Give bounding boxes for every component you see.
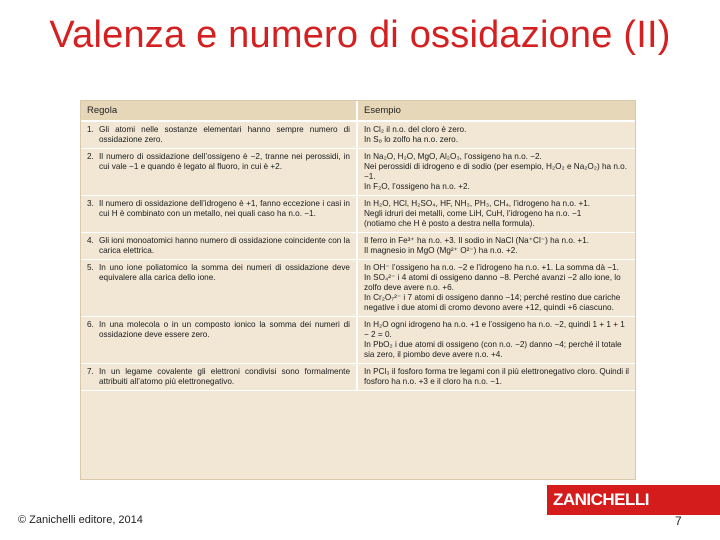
rule-number: 7. bbox=[87, 367, 94, 376]
example-cell bbox=[357, 233, 635, 260]
rule-cell bbox=[81, 364, 357, 391]
rule-number: 1. bbox=[87, 125, 94, 134]
example-cell bbox=[357, 149, 635, 196]
example-line: In Cr₂O₇²⁻ i 7 atomi di ossigeno danno −14; perché restino due cariche negative i due atomi di cromo devono avere +12, quindi +6 ciascuno. bbox=[364, 293, 621, 312]
example-line: Nei perossidi di idrogeno e di sodio (per esempio, H₂O₂ e Na₂O₂) ha n.o. −1. bbox=[364, 162, 628, 181]
copyright-text: © Zanichelli editore, 2014 bbox=[18, 514, 143, 526]
rule-text: Gli atomi nelle sostanze elementari hanno sempre numero di ossidazione zero. bbox=[99, 125, 350, 144]
rule-content bbox=[87, 367, 350, 387]
slide-title: Valenza e numero di ossidazione (II) bbox=[49, 14, 671, 56]
rule-number: 3. bbox=[87, 199, 94, 208]
header-regola: Regola bbox=[81, 101, 357, 121]
rule-cell bbox=[81, 233, 357, 260]
table-row bbox=[81, 364, 635, 391]
table-row bbox=[81, 196, 635, 233]
logo-bar bbox=[655, 485, 720, 515]
example-line: In S₈ lo zolfo ha n.o. zero. bbox=[364, 135, 458, 144]
rule-text: In un legame covalente gli elettroni condivisi sono formalmente attribuiti all’atomo più elettronegativo. bbox=[99, 367, 350, 386]
rule-number: 2. bbox=[87, 152, 94, 161]
example-line: In SO₄²⁻ i 4 atomi di ossigeno danno −8. Perché avanzi −2 allo ione, lo zolfo deve avere n.o. +6. bbox=[364, 273, 621, 292]
example-line: Negli idruri dei metalli, come LiH, CuH, l’idrogeno ha n.o. −1 bbox=[364, 209, 582, 218]
example-cell bbox=[357, 196, 635, 233]
example-cell bbox=[357, 121, 635, 149]
table-row bbox=[81, 149, 635, 196]
rule-number: 6. bbox=[87, 320, 94, 329]
table-row bbox=[81, 260, 635, 317]
example-cell bbox=[357, 364, 635, 391]
example-line: In PCl₃ il fosforo forma tre legami con il più elettronegativo cloro. Quindi il fosforo ha n.o. +3 e il cloro ha n.o. −1. bbox=[364, 367, 629, 386]
oxidation-rules-table bbox=[80, 100, 636, 480]
page-number: 7 bbox=[675, 514, 682, 528]
table-row bbox=[81, 317, 635, 364]
table-header-row bbox=[81, 101, 635, 121]
rule-content bbox=[87, 320, 350, 340]
rule-text: Il numero di ossidazione dell’idrogeno è +1, fanno eccezione i casi in cui H è combinato con un metallo, nei quali caso ha n.o. −1. bbox=[99, 199, 350, 218]
rule-content bbox=[87, 199, 350, 219]
example-line: In Na₂O, H₂O, MgO, Al₂O₃, l’ossigeno ha n.o. −2. bbox=[364, 152, 542, 161]
example-line: In Cl₂ il n.o. del cloro è zero. bbox=[364, 125, 467, 134]
rule-number: 4. bbox=[87, 236, 94, 245]
example-line: In H₂O ogni idrogeno ha n.o. +1 e l’ossigeno ha n.o. −2, quindi 1 + 1 + 1 − 2 = 0. bbox=[364, 320, 625, 339]
rule-cell bbox=[81, 121, 357, 149]
rule-text: Gli ioni monoatomici hanno numero di ossidazione coincidente con la carica elettrica. bbox=[99, 236, 350, 255]
rule-content bbox=[87, 263, 350, 283]
rule-cell bbox=[81, 317, 357, 364]
rule-text: In una molecola o in un composto ionico la somma dei numeri di ossidazione deve essere zero. bbox=[99, 320, 350, 339]
rule-text: In uno ione poliatomico la somma dei numeri di ossidazione deve equivalere alla carica dello ione. bbox=[99, 263, 350, 282]
rule-content bbox=[87, 236, 350, 256]
zanichelli-logo: ZANICHELLI bbox=[547, 485, 655, 515]
example-line: In H₂O, HCl, H₂SO₄, HF, NH₃, PH₃, CH₄, l’idrogeno ha n.o. +1. bbox=[364, 199, 591, 208]
rule-cell bbox=[81, 196, 357, 233]
rule-text: Il numero di ossidazione dell’ossigeno è −2, tranne nei perossidi, in cui vale −1 e quando è legato al fluoro, in cui è +2. bbox=[99, 152, 350, 171]
rule-cell bbox=[81, 260, 357, 317]
rule-number: 5. bbox=[87, 263, 94, 272]
rule-cell bbox=[81, 149, 357, 196]
header-esempio: Esempio bbox=[357, 101, 635, 121]
example-line: Il ferro in Fe³⁺ ha n.o. +3. Il sodio in NaCl (Na⁺Cl⁻) ha n.o. +1. bbox=[364, 236, 590, 245]
table-row bbox=[81, 233, 635, 260]
example-cell bbox=[357, 317, 635, 364]
rule-content bbox=[87, 152, 350, 172]
example-line: In PbO₂ i due atomi di ossigeno (con n.o. −2) danno −4; perché il totale sia zero, il piombo deve avere n.o. +4. bbox=[364, 340, 622, 359]
example-line: (notiamo che H è posto a destra nella formula). bbox=[364, 219, 535, 228]
table-row bbox=[81, 121, 635, 149]
example-line: In F₂O, l’ossigeno ha n.o. +2. bbox=[364, 182, 470, 191]
example-cell bbox=[357, 260, 635, 317]
example-line: Il magnesio in MgO (Mg²⁺ O²⁻) ha n.o. +2. bbox=[364, 246, 518, 255]
example-line: In OH⁻ l’ossigeno ha n.o. −2 e l’idrogeno ha n.o. +1. La somma dà −1. bbox=[364, 263, 619, 272]
rule-content bbox=[87, 125, 350, 145]
